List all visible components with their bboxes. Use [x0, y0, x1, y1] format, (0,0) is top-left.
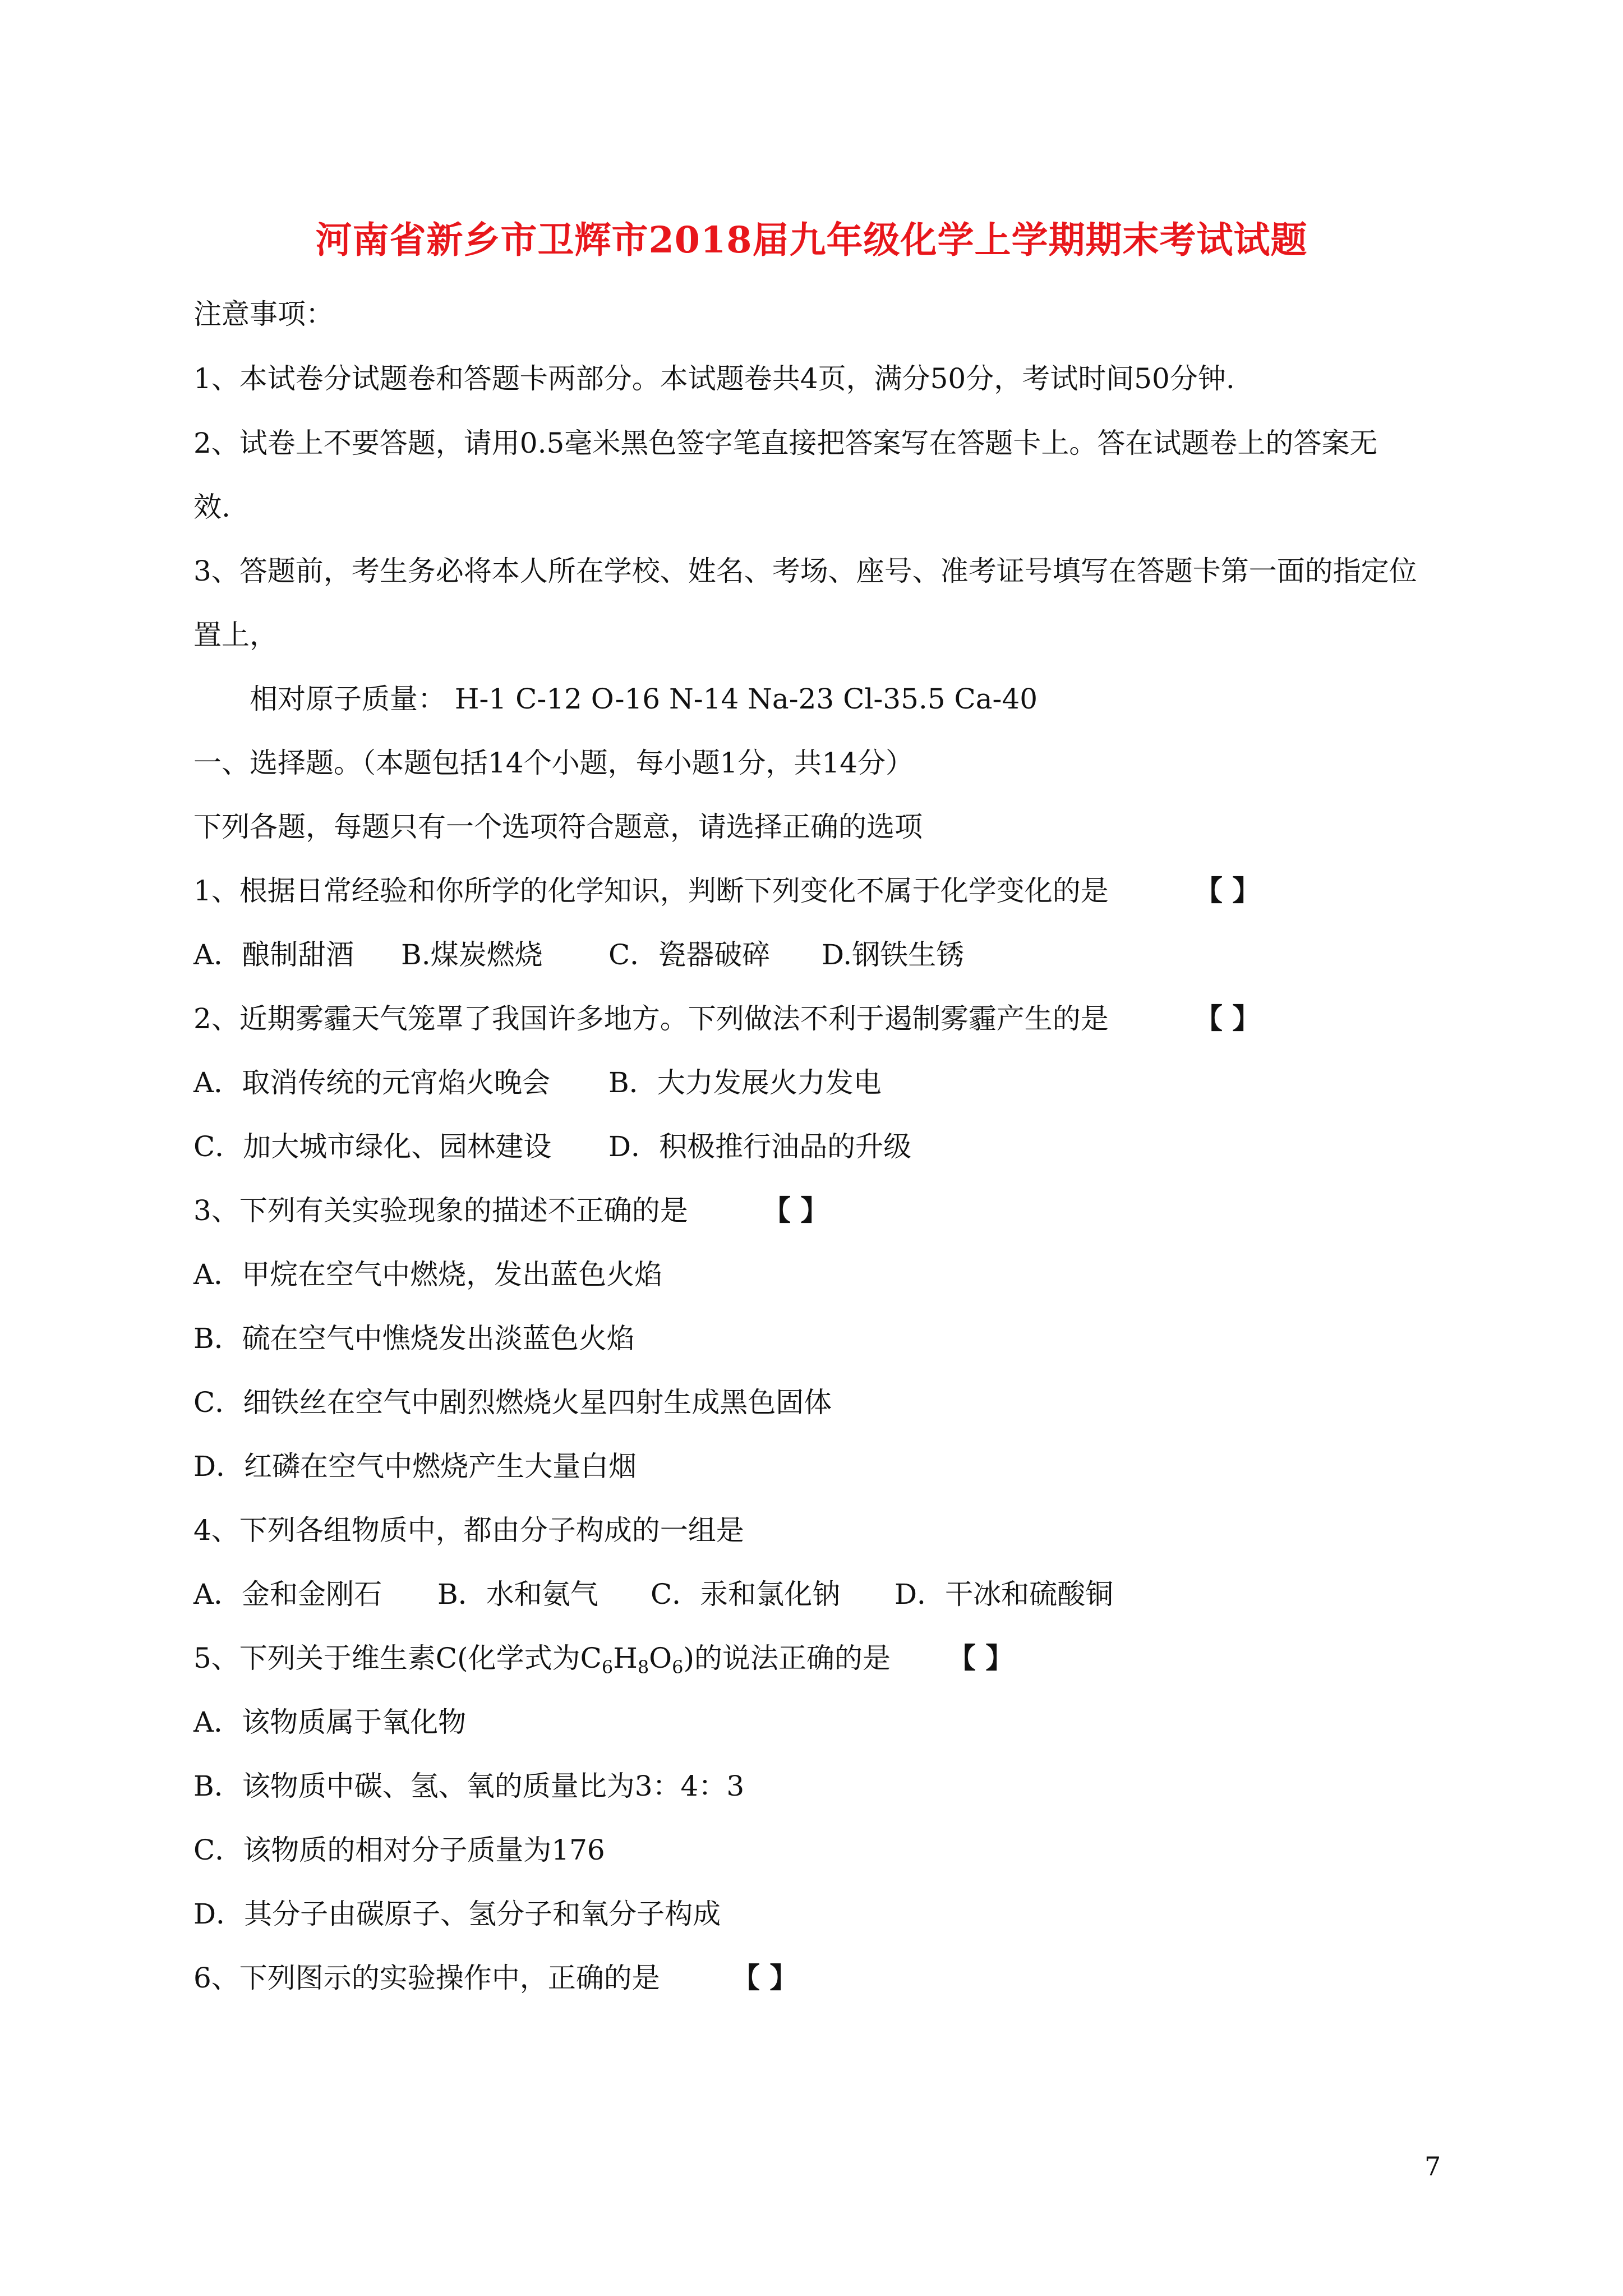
question-4-option-c: C．汞和氯化钠 — [651, 1578, 841, 1611]
page-number: 7 — [1424, 2151, 1441, 2182]
question-2-option-a: A．取消传统的元宵焰火晚会 — [193, 1066, 551, 1099]
question-5-answer-bracket: 【 】 — [948, 1641, 1014, 1674]
question-4-option-a: A．金和金刚石 — [193, 1578, 382, 1611]
question-5-option-d: D．其分子由碳原子、氢分子和氧分子构成 — [193, 1898, 721, 1930]
exam-title: 河南省新乡市卫辉市2018届九年级化学上学期期末考试试题 — [315, 219, 1308, 261]
question-5-option-c: C．该物质的相对分子质量为176 — [193, 1834, 605, 1866]
notice-item-1: 1、本试卷分试题卷和答题卡两部分。本试题卷共4页，满分50分，考试时间50分钟. — [193, 362, 1235, 395]
question-4-stem: 4、下列各组物质中，都由分子构成的一组是 — [193, 1514, 744, 1547]
question-3-option-d: D．红磷在空气中燃烧产生大量白烟 — [193, 1450, 637, 1483]
question-5-option-b: B．该物质中碳、氢、氧的质量比为3：4：3 — [193, 1770, 745, 1802]
question-2-answer-bracket: 【 】 — [1195, 1002, 1261, 1035]
question-2-option-d: D．积极推行油品的升级 — [608, 1130, 912, 1163]
question-3-option-b: B．硫在空气中憔烧发出淡蓝色火焰 — [193, 1322, 635, 1355]
question-2-option-b: B．大力发展火力发电 — [608, 1066, 882, 1099]
notice-item-2-line-2: 效. — [193, 491, 230, 523]
notice-heading: 注意事项： — [193, 298, 334, 330]
question-3-option-a: A．甲烷在空气中燃烧，发出蓝色火焰 — [193, 1258, 663, 1291]
section-heading: 一、选择题。（本题包括14个小题，每小题1分，共14分） — [193, 747, 914, 779]
question-1-option-b: B.煤炭燃烧 — [401, 938, 543, 971]
question-6-answer-bracket: 【 】 — [732, 1961, 798, 1994]
section-instruction: 下列各题，每题只有一个选项符合题意，请选择正确的选项 — [193, 811, 923, 843]
question-2-option-c: C．加大城市绿化、园林建设 — [193, 1130, 552, 1163]
question-1-option-c: C．瓷器破碎 — [608, 938, 771, 971]
atomic-masses: 相对原子质量： H-1 C-12 O-16 N-14 Na-23 Cl-35.5 Ca-40 — [250, 683, 1038, 715]
question-1-stem: 1、根据日常经验和你所学的化学知识，判断下列变化不属于化学变化的是 — [193, 875, 1109, 907]
question-5-stem: 5、下列关于维生素C(化学式为$C_6H_8O_6$)的说法正确的是 — [193, 1642, 891, 1678]
notice-item-2-line-1: 2、试卷上不要答题，请用0.5毫米黑色签字笔直接把答案写在答题卡上。答在试题卷上的答案无 — [193, 427, 1378, 459]
question-1-option-a: A．酿制甜酒 — [193, 938, 354, 971]
question-3-stem: 3、下列有关实验现象的描述不正确的是 — [193, 1194, 688, 1227]
question-3-answer-bracket: 【 】 — [763, 1194, 829, 1227]
question-4-option-d: D．干冰和硫酸铜 — [895, 1578, 1114, 1611]
notice-item-3-line-1: 3、答题前，考生务必将本人所在学校、姓名、考场、座号、准考证号填写在答题卡第一面的指定位 — [193, 555, 1417, 587]
question-1-answer-bracket: 【 】 — [1195, 874, 1261, 907]
question-6-stem: 6、下列图示的实验操作中，正确的是 — [193, 1962, 660, 1994]
question-1-option-d: D.钢铁生锈 — [822, 938, 965, 971]
question-2-stem: 2、近期雾霾天气笼罩了我国许多地方。下列做法不利于遏制雾霾产生的是 — [193, 1002, 1109, 1035]
question-4-option-b: B．水和氨气 — [437, 1578, 598, 1611]
question-5-option-a: A．该物质属于氧化物 — [193, 1706, 467, 1738]
notice-item-3-line-2: 置上， — [193, 619, 278, 651]
question-3-option-c: C．细铁丝在空气中剧烈燃烧火星四射生成黑色固体 — [193, 1386, 832, 1419]
